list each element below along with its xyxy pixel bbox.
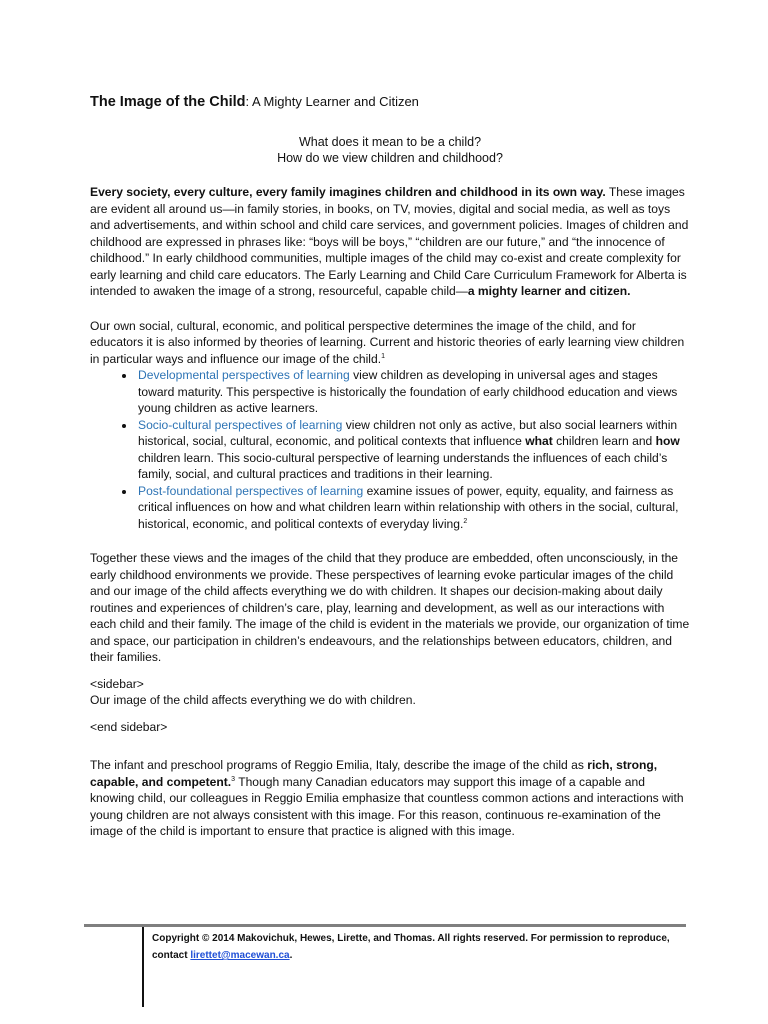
intro-bold-lead: Every society, every culture, every family imagines children and childhood in its own way.: [90, 185, 606, 199]
reggio-bold: rich, strong, capable, and competent.: [90, 758, 658, 789]
title-subtitle: : A Mighty Learner and Citizen: [245, 94, 419, 109]
paragraph-perspectives: [90, 318, 690, 368]
list-item-text: view children as developing in universal ages and stages toward maturity. This perspective is historically the foundation of early childhood education and views young children as active learners.: [138, 368, 678, 415]
copyright-footer: [152, 930, 692, 964]
title-main: The Image of the Child: [90, 94, 246, 110]
footer-rule: [84, 924, 686, 927]
paragraph-reggio-emilia: [90, 757, 690, 840]
list-item-text: children learn and: [552, 434, 656, 448]
contact-email-link[interactable]: lirettet@macewan.ca: [190, 950, 290, 961]
question-2: How do we view children and childhood?: [277, 151, 503, 165]
sidebar-text: Our image of the child affects everything we do with children.: [90, 693, 416, 707]
perspectives-list: [90, 367, 690, 532]
reggio-body: Though many Canadian educators may support this image of a capable and knowing child, our colleagues in Reggio Emilia emphasize that countless common actions and interactions with young children are not always consistent with this image. For this reason, continuous re-examination of the image of the child is important to ensure that practice is aligned with this image.: [90, 774, 684, 838]
emphasis-what: what: [525, 434, 553, 448]
footnote-3: 3: [231, 775, 236, 783]
list-item-post-foundational: [136, 483, 690, 533]
link-developmental[interactable]: Developmental perspectives of learning: [138, 368, 350, 382]
intro-bold-tail: a mighty learner and citizen.: [467, 284, 631, 298]
perspectives-body: Our own social, cultural, economic, and political perspective determines the image of the child, and for educators it is also informed by theories of learning. Current and historic theories of early learning view children in particular ways and influence our image of the child.: [90, 318, 685, 366]
intro-body: These images are evident all around us—in family stories, in books, on TV, movies, digital and social media, as well as toys and advertisements, and within school and child care services, and government policies. Images of children and childhood are expressed in phrases like: “boys will be boys,” “children are our future,” and “the innocence of childhood.” In early childhood communities, multiple images of the child may co-exist and create complexity for early learning and child care educators. The Early Learning and Child Care Curriculum Framework for Alberta is intended to awaken the image of a strong, resourceful, capable child—: [90, 185, 689, 298]
paragraph-intro: [90, 184, 690, 300]
question-1: What does it mean to be a child?: [298, 135, 482, 149]
copyright-text: Copyright © 2014 Makovichuk, Hewes, Lirette, and Thomas. All rights reserved. For permission to reproduce, contact: [152, 933, 670, 961]
copyright-end: .: [289, 950, 293, 961]
list-item-developmental: [136, 367, 690, 417]
guiding-questions: [90, 134, 690, 166]
emphasis-how: how: [655, 434, 680, 448]
sidebar-close-tag: <end sidebar>: [90, 719, 168, 734]
footnote-2: 2: [463, 517, 468, 525]
page-title: [90, 92, 690, 112]
footer-divider: [142, 927, 144, 1007]
reggio-lead: The infant and preschool programs of Reggio Emilia, Italy, describe the image of the child as: [90, 758, 588, 772]
list-item-text: children learn. This socio-cultural perspective of learning understands the influences of each child’s family, social, and cultural practices and traditions in their learning.: [138, 450, 668, 481]
list-item-text: view children not only as active, but also social learners within historical, social, cultural, economic, and political contexts that influence: [138, 417, 678, 448]
list-item-socio-cultural: [136, 417, 690, 483]
link-socio-cultural[interactable]: Socio-cultural perspectives of learning: [138, 417, 343, 432]
paragraph-environments: Together these views and the images of the child that they produce are embedded, often unconsciously, in the early childhood environments we provide. These perspectives of learning evoke particular images of the child and our image of the child affects everything we do with children. It shapes our decision-making about daily routines and experiences of children’s care, play, learning and development, as well as our interactions with each child and their family. The image of the child is evident in the materials we provide, our organization of time and space, our participation in children’s endeavours, and the relationships between educators, children, and their families.: [90, 551, 690, 664]
list-item-text: examine issues of power, equity, equality, and fairness as critical influences on how and what children learn within relationship with others in the social, cultural, historical, economic, and political contexts of everyday living.: [138, 483, 679, 531]
document-page: [90, 92, 690, 840]
link-post-foundational[interactable]: Post-foundational perspectives of learning: [138, 483, 364, 498]
sidebar-open-tag: <sidebar>: [90, 676, 144, 691]
footnote-1: 1: [381, 352, 385, 360]
